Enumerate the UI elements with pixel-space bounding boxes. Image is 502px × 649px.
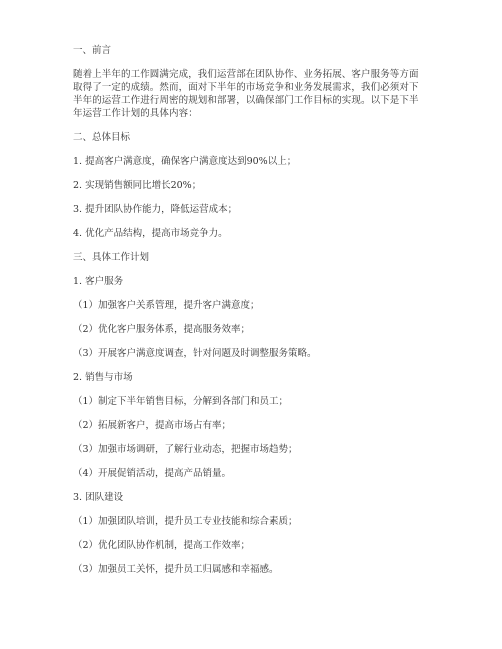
section-heading-goals: 二、总体目标: [73, 132, 131, 143]
plan-item: （2）优化客户服务体系，提高服务效率；: [73, 324, 251, 335]
section-heading-preface: 一、前言: [73, 45, 112, 56]
paragraph-line: 随着上半年的工作圆满完成，我们运营部在团队协作、业务拓展、客户服务等方面: [73, 69, 419, 80]
section-heading-plan: 三、具体工作计划: [73, 252, 150, 263]
plan-item: （3）开展客户满意度调查，针对问题及时调整服务策略。: [73, 348, 317, 359]
goal-item: 3. 提升团队协作能力，降低运营成本；: [73, 204, 238, 215]
plan-item: （1）制定下半年销售目标，分解到各部门和员工；: [73, 396, 289, 407]
plan-item: （2）拓展新客户，提高市场占有率；: [73, 420, 232, 431]
plan-subheading: 2. 销售与市场: [73, 372, 133, 383]
plan-item: （1）加强客户关系管理，提升客户满意度；: [73, 300, 260, 311]
plan-item: （1）加强团队培训，提升员工专业技能和综合素质；: [73, 516, 298, 527]
goal-item: 2. 实现销售额同比增长20%；: [73, 180, 202, 191]
goal-item: 1. 提高客户满意度，确保客户满意度达到90%以上；: [73, 156, 297, 167]
paragraph-line: 年运营工作计划的具体内容：: [73, 108, 198, 119]
plan-item: （3）加强市场调研，了解行业动态，把握市场趋势；: [73, 444, 298, 455]
plan-item: （2）优化团队协作机制，提高工作效率；: [73, 540, 251, 551]
paragraph-line: 取得了一定的成绩。然而，面对下半年的市场竞争和业务发展需求，我们必须对下: [73, 82, 419, 93]
preface-paragraph: [73, 68, 431, 120]
plan-item: （4）开展促销活动，提高产品销量。: [73, 468, 232, 479]
plan-item: （3）加强员工关怀，提升员工归属感和幸福感。: [73, 564, 279, 575]
goal-item: 4. 优化产品结构，提高市场竞争力。: [73, 228, 228, 239]
document-body: [73, 44, 431, 587]
plan-subheading: 1. 客户服务: [73, 276, 124, 287]
plan-subheading: 3. 团队建设: [73, 492, 124, 503]
paragraph-line: 半年的运营工作进行周密的规划和部署，以确保部门工作目标的实现。以下是下半: [73, 95, 419, 106]
